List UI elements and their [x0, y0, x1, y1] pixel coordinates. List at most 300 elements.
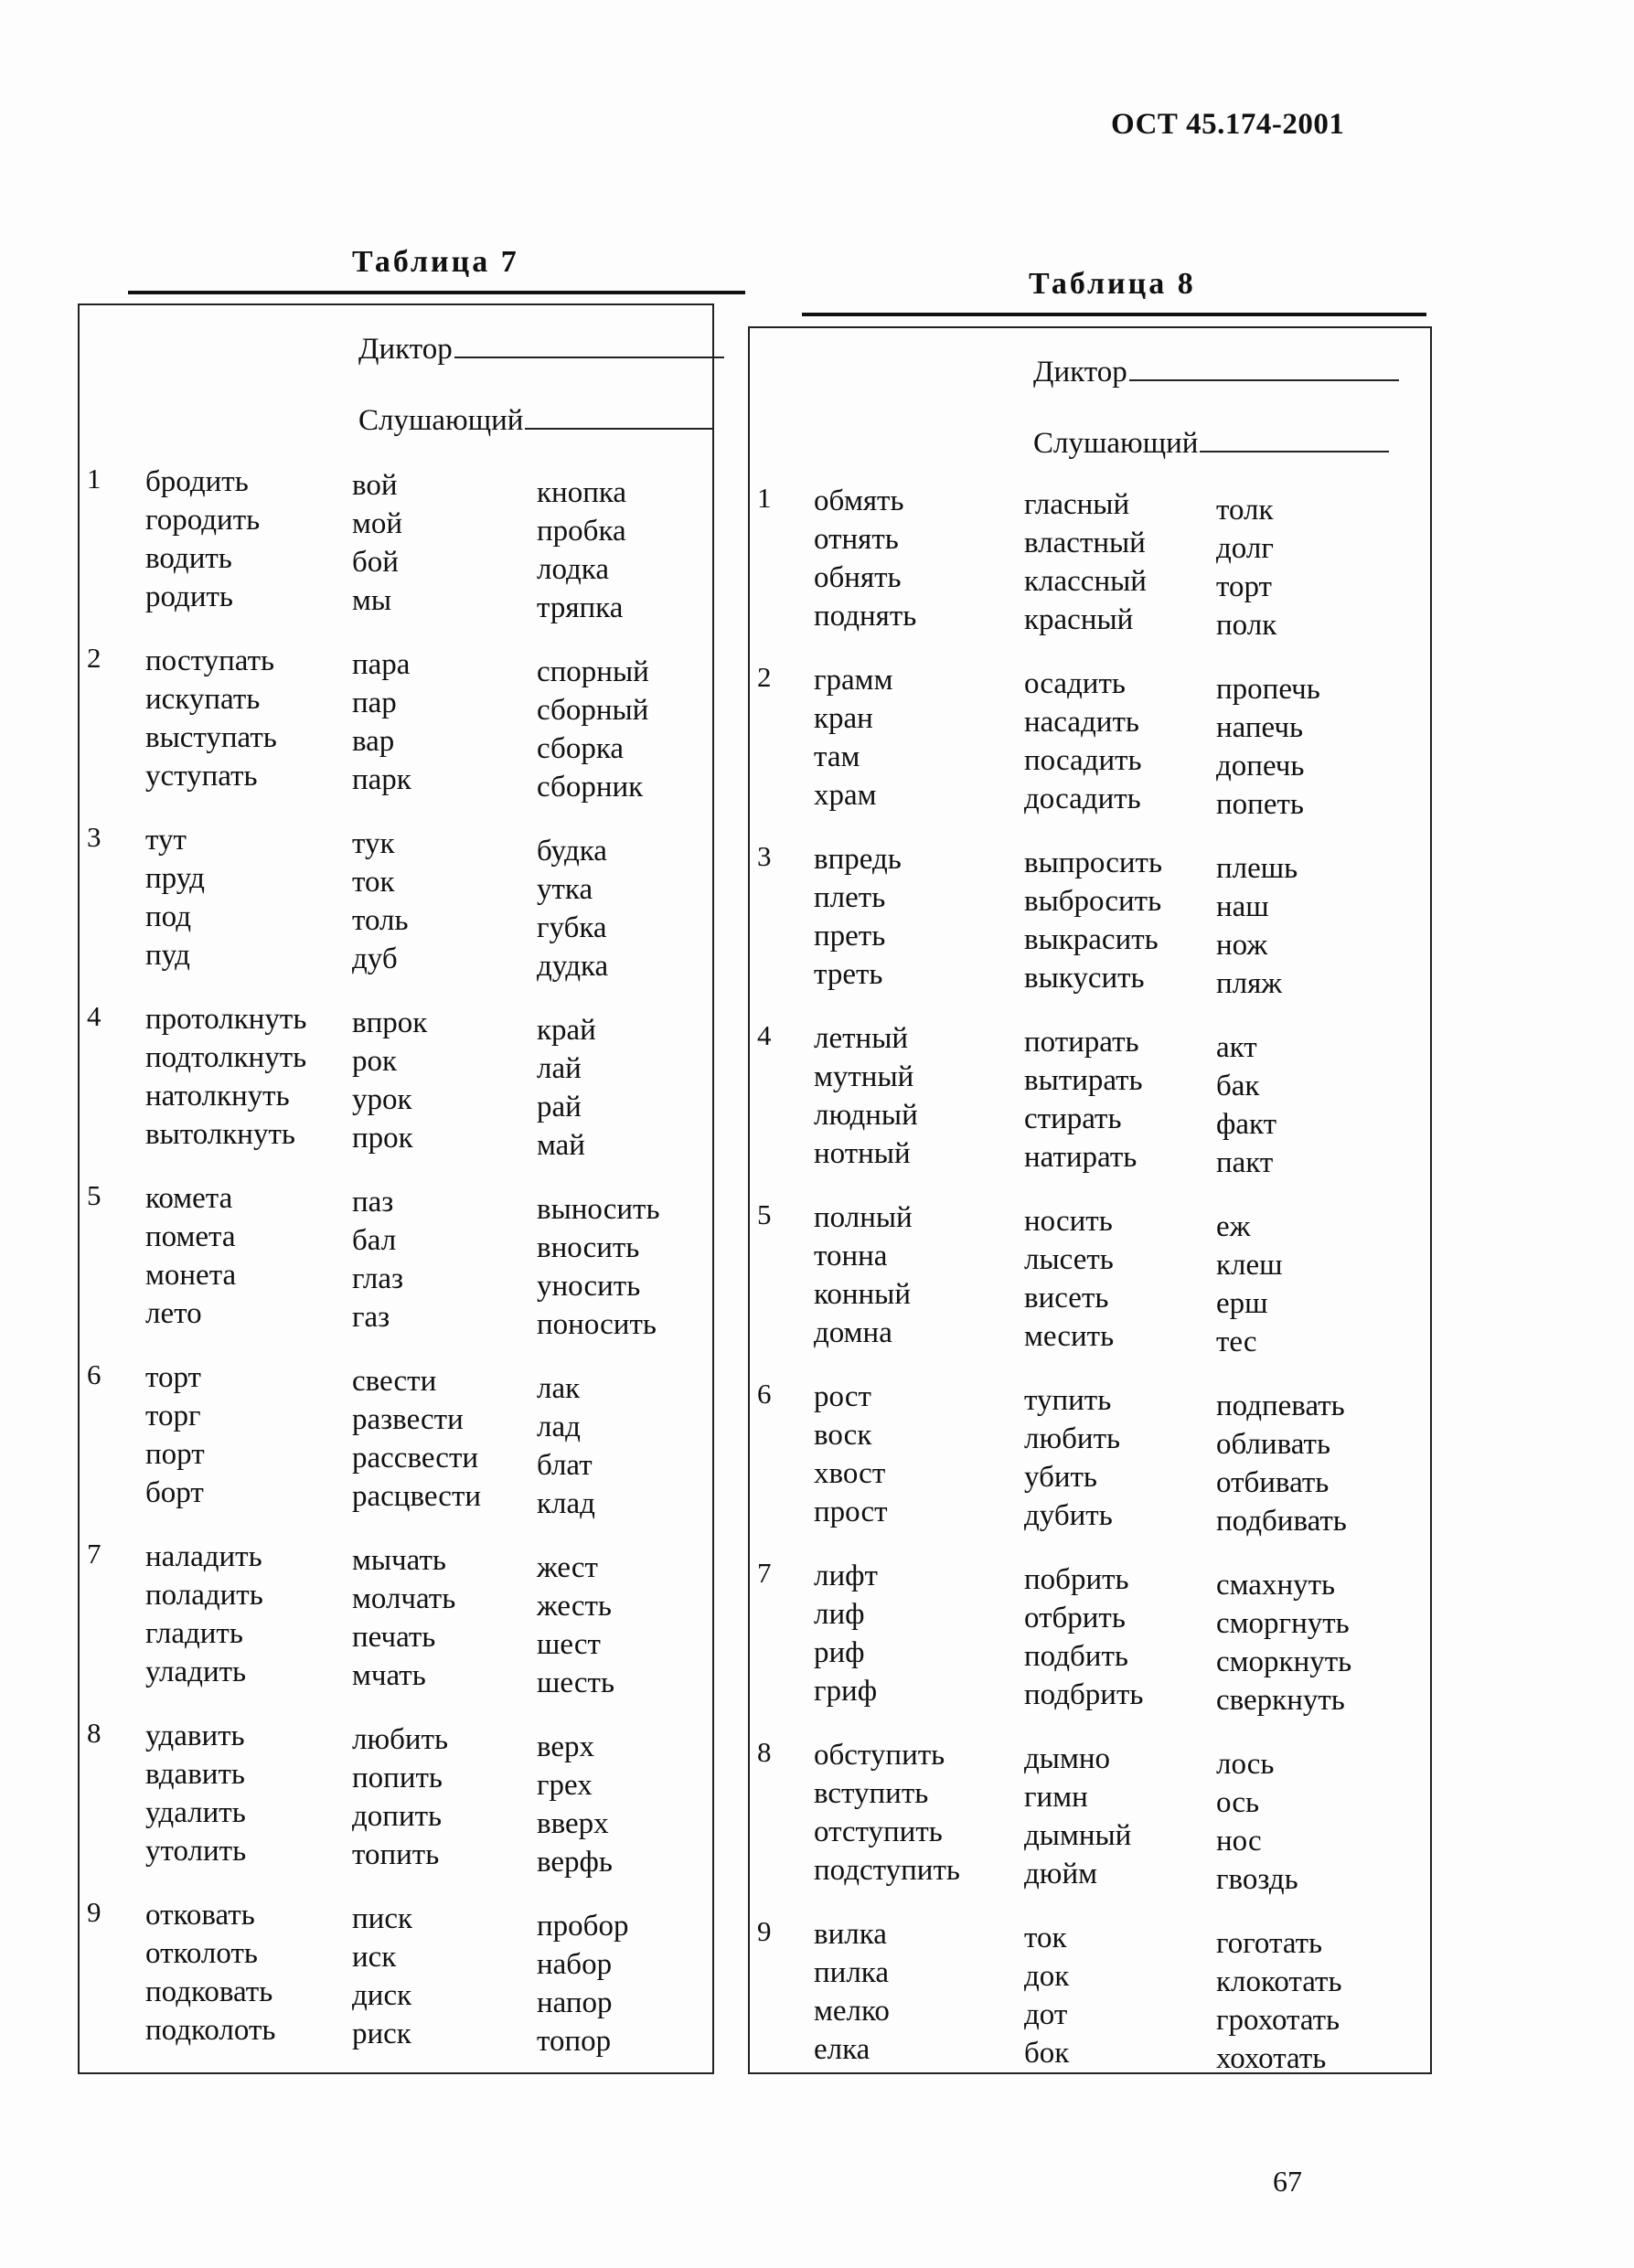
- word: кран: [814, 702, 873, 735]
- word: сморкнуть: [1216, 1645, 1352, 1678]
- word: факт: [1216, 1108, 1277, 1141]
- word: отковать: [145, 1899, 255, 1932]
- speaker-field: [1033, 356, 1399, 389]
- group-number: 7: [87, 1538, 101, 1570]
- word-column: [814, 840, 902, 994]
- listener-field: [358, 404, 714, 438]
- word: отнять: [814, 523, 899, 556]
- word-column: [1024, 1919, 1069, 2072]
- word-column: [1024, 844, 1162, 997]
- word: комета: [145, 1182, 233, 1215]
- word: газ: [352, 1301, 390, 1334]
- word: побрить: [1024, 1563, 1129, 1596]
- word: пара: [352, 648, 411, 681]
- word-column: [1024, 1560, 1143, 1714]
- word: гладить: [145, 1617, 243, 1650]
- word: парк: [352, 763, 411, 796]
- word: пакт: [1216, 1146, 1274, 1179]
- word: выкусить: [1024, 962, 1145, 995]
- word: искупать: [145, 683, 261, 716]
- word: мелко: [814, 1995, 890, 2028]
- table-7-top-rule: [128, 291, 745, 294]
- word: лодка: [537, 553, 609, 586]
- word: месить: [1024, 1320, 1115, 1353]
- group-number: 7: [757, 1557, 772, 1589]
- word: блат: [537, 1449, 593, 1482]
- word: уносить: [537, 1270, 641, 1303]
- listener-blank: [1200, 450, 1389, 453]
- word: топор: [537, 2025, 612, 2058]
- word: дуб: [352, 942, 398, 975]
- word: край: [537, 1014, 596, 1047]
- word: выносить: [537, 1193, 660, 1226]
- table-8-title: Таблица 8: [1029, 267, 1196, 301]
- word: там: [814, 740, 860, 773]
- word: подступить: [814, 1854, 960, 1887]
- word: монета: [145, 1259, 237, 1292]
- word: властный: [1024, 527, 1146, 559]
- word: попеть: [1216, 788, 1304, 821]
- word: вытирать: [1024, 1064, 1143, 1097]
- word: акт: [1216, 1031, 1257, 1064]
- word-column: [145, 1896, 275, 2050]
- word-column: [1024, 1202, 1114, 1356]
- word: пруд: [145, 862, 205, 895]
- word-group: [80, 463, 712, 642]
- word-column: [352, 825, 409, 978]
- word: рассвести: [352, 1442, 479, 1475]
- word: обступить: [814, 1739, 945, 1772]
- word: выпросить: [1024, 847, 1163, 879]
- word: родить: [145, 580, 233, 613]
- word: смахнуть: [1216, 1569, 1336, 1602]
- table-7-title: Таблица 7: [352, 245, 519, 279]
- word: водить: [145, 542, 232, 575]
- group-number: 2: [757, 661, 772, 693]
- word: поступать: [145, 644, 275, 677]
- word: любить: [1024, 1422, 1121, 1455]
- word: клокотать: [1216, 1965, 1342, 1998]
- word: торт: [1216, 570, 1272, 603]
- word: обмять: [814, 484, 904, 517]
- word: грех: [537, 1769, 593, 1802]
- word-column: [537, 1728, 613, 1881]
- word: жесть: [537, 1590, 612, 1623]
- word: шесть: [537, 1666, 614, 1699]
- table-7: [78, 303, 714, 2074]
- word-group: [80, 642, 712, 821]
- word: вдавить: [145, 1758, 245, 1791]
- word: пуд: [145, 939, 190, 972]
- listener-field: [1033, 427, 1389, 461]
- word-group: [750, 661, 1430, 840]
- word: поднять: [814, 600, 917, 633]
- word-group: [80, 1717, 712, 1896]
- word-column: [1216, 1387, 1347, 1540]
- word: выкрасить: [1024, 923, 1159, 956]
- word: мчать: [352, 1659, 426, 1692]
- word: вверх: [537, 1807, 609, 1840]
- word: сборный: [537, 694, 649, 727]
- word: сборка: [537, 732, 625, 765]
- word: допечь: [1216, 750, 1305, 783]
- word: носить: [1024, 1205, 1113, 1238]
- word: тряпка: [537, 591, 624, 624]
- word: удалить: [145, 1796, 246, 1829]
- word: прок: [352, 1122, 413, 1155]
- word: верх: [537, 1730, 595, 1763]
- word-column: [814, 1198, 913, 1352]
- group-number: 1: [87, 463, 101, 495]
- word-column: [352, 1720, 448, 1874]
- word: под: [145, 900, 191, 933]
- word-group: [750, 1915, 1430, 2094]
- word: лад: [537, 1411, 581, 1443]
- word: подбить: [1024, 1640, 1128, 1673]
- word: расцвести: [352, 1480, 482, 1513]
- word: впрок: [352, 1006, 428, 1039]
- word-column: [1216, 1745, 1298, 1899]
- word: наш: [1216, 890, 1269, 923]
- word: лиф: [814, 1598, 865, 1631]
- word-column: [352, 466, 402, 620]
- word-column: [1216, 670, 1320, 824]
- speaker-label: Диктор: [358, 333, 453, 366]
- word-column: [352, 1183, 403, 1336]
- word: лак: [537, 1372, 581, 1405]
- word: преть: [814, 920, 886, 953]
- word: пар: [352, 687, 397, 719]
- word: протолкнуть: [145, 1003, 307, 1036]
- word: верфь: [537, 1846, 613, 1879]
- word: будка: [537, 835, 607, 868]
- word-column: [352, 645, 411, 799]
- word-group: [80, 1358, 712, 1538]
- word: гимн: [1024, 1781, 1088, 1814]
- word: пилка: [814, 1956, 889, 1989]
- word: дюйм: [1024, 1858, 1097, 1890]
- word: пробка: [537, 515, 626, 548]
- word: досадить: [1024, 783, 1141, 815]
- word: выбросить: [1024, 885, 1162, 918]
- word-column: [537, 1907, 628, 2060]
- word: подбрить: [1024, 1678, 1144, 1711]
- word: елка: [814, 2033, 870, 2066]
- word-column: [537, 1011, 596, 1165]
- word: ток: [352, 866, 395, 899]
- word: риф: [814, 1636, 865, 1669]
- word: пробор: [537, 1910, 629, 1943]
- group-number: 4: [757, 1019, 772, 1051]
- word: утка: [537, 873, 593, 906]
- word-column: [537, 832, 608, 985]
- word: глаз: [352, 1262, 404, 1295]
- word: поладить: [145, 1579, 263, 1612]
- word-group: [750, 482, 1430, 661]
- word: впредь: [814, 843, 902, 876]
- word-column: [814, 661, 892, 815]
- word: уступать: [145, 760, 258, 793]
- document-code: ОСТ 45.174-2001: [1111, 108, 1345, 141]
- word: поносить: [537, 1308, 657, 1341]
- word: натирать: [1024, 1141, 1137, 1174]
- word-group: [80, 1538, 712, 1717]
- page-number: 67: [1273, 2165, 1302, 2198]
- group-number: 9: [757, 1915, 772, 1947]
- group-number: 5: [757, 1198, 772, 1230]
- word: гриф: [814, 1675, 878, 1708]
- word: сморгнуть: [1216, 1607, 1350, 1640]
- word-column: [352, 1541, 455, 1695]
- word: полный: [814, 1201, 913, 1234]
- word-column: [145, 1000, 306, 1154]
- word: шест: [537, 1628, 601, 1661]
- group-number: 9: [87, 1896, 101, 1928]
- word: отколоть: [145, 1937, 258, 1970]
- word: подбивать: [1216, 1505, 1347, 1538]
- word-column: [352, 1900, 412, 2053]
- word: лифт: [814, 1560, 878, 1592]
- word: отбрить: [1024, 1602, 1126, 1634]
- word-column: [814, 1019, 918, 1173]
- group-number: 4: [87, 1000, 101, 1032]
- word: диск: [352, 1979, 412, 2012]
- word: подколоть: [145, 2014, 276, 2047]
- word-column: [145, 642, 277, 795]
- word: стирать: [1024, 1102, 1122, 1135]
- word-column: [537, 474, 626, 627]
- word: осадить: [1024, 667, 1126, 700]
- word: клеш: [1216, 1249, 1283, 1282]
- word: май: [537, 1129, 585, 1162]
- word: вилка: [814, 1918, 887, 1951]
- speaker-label: Диктор: [1033, 356, 1127, 389]
- word: дымно: [1024, 1742, 1111, 1775]
- word-column: [814, 1736, 960, 1890]
- word-column: [352, 1362, 481, 1516]
- listener-label: Слушающий: [1033, 427, 1199, 460]
- word: хохотать: [1216, 2042, 1327, 2075]
- word: любить: [352, 1723, 449, 1756]
- word: док: [1024, 1960, 1070, 1993]
- word-column: [145, 821, 205, 974]
- word: попить: [352, 1762, 443, 1794]
- word: плеть: [814, 881, 886, 914]
- word: удавить: [145, 1720, 245, 1752]
- word: паз: [352, 1186, 394, 1219]
- word-column: [1216, 1208, 1283, 1361]
- word: молчать: [352, 1582, 456, 1615]
- word: писк: [352, 1902, 412, 1935]
- word-column: [1216, 491, 1276, 644]
- group-number: 5: [87, 1179, 101, 1211]
- word: клад: [537, 1487, 595, 1520]
- word-group: [750, 1378, 1430, 1557]
- word-column: [1024, 665, 1142, 818]
- word: посадить: [1024, 744, 1142, 777]
- word: уладить: [145, 1656, 247, 1688]
- word: городить: [145, 504, 261, 537]
- word: летный: [814, 1022, 909, 1055]
- word: напечь: [1216, 711, 1304, 744]
- word-column: [145, 1717, 246, 1870]
- word: дымный: [1024, 1819, 1132, 1852]
- word-column: [814, 1915, 890, 2069]
- word: гвоздь: [1216, 1863, 1298, 1896]
- word: лысеть: [1024, 1243, 1114, 1276]
- word: домна: [814, 1316, 892, 1349]
- word: торг: [145, 1400, 201, 1432]
- table-8-top-rule: [802, 313, 1426, 316]
- word: конный: [814, 1278, 912, 1311]
- word-column: [537, 1190, 660, 1344]
- word-column: [145, 1538, 263, 1691]
- word: тес: [1216, 1326, 1257, 1358]
- word: бродить: [145, 465, 249, 498]
- word: треть: [814, 958, 883, 991]
- word: иск: [352, 1941, 397, 1974]
- word-column: [145, 1358, 205, 1512]
- group-number: 1: [757, 482, 772, 514]
- word: потирать: [1024, 1026, 1139, 1059]
- listener-label: Слушающий: [358, 404, 524, 437]
- listener-blank: [525, 427, 714, 430]
- word: бой: [352, 546, 399, 579]
- word-group: [750, 1736, 1430, 1915]
- word: мычать: [352, 1544, 446, 1577]
- group-number: 8: [87, 1717, 101, 1749]
- word: бак: [1216, 1070, 1260, 1102]
- word: дот: [1024, 1998, 1068, 2031]
- word: спорный: [537, 655, 649, 688]
- word: сборник: [537, 771, 644, 804]
- speaker-blank: [454, 356, 724, 358]
- word-column: [1024, 1381, 1120, 1535]
- word: насадить: [1024, 706, 1139, 739]
- word: хвост: [814, 1457, 886, 1490]
- word: полк: [1216, 609, 1277, 642]
- word: храм: [814, 779, 877, 812]
- word: губка: [537, 911, 607, 944]
- word-group: [750, 1019, 1430, 1198]
- word-column: [1024, 1023, 1143, 1177]
- word: лось: [1216, 1748, 1275, 1781]
- word: подковать: [145, 1975, 273, 2008]
- word: плешь: [1216, 852, 1298, 885]
- word-column: [352, 1004, 427, 1157]
- word: ток: [1024, 1922, 1067, 1954]
- speaker-field: [358, 333, 724, 367]
- word: красный: [1024, 603, 1134, 636]
- word: топить: [352, 1838, 440, 1871]
- word: свести: [352, 1365, 437, 1398]
- word: рок: [352, 1045, 398, 1078]
- word: толк: [1216, 494, 1274, 527]
- word: людный: [814, 1099, 918, 1132]
- word: висеть: [1024, 1282, 1109, 1315]
- word-column: [814, 1557, 878, 1710]
- group-number: 6: [87, 1358, 101, 1390]
- word-column: [1024, 1740, 1131, 1893]
- word: классный: [1024, 565, 1147, 598]
- word: бал: [352, 1224, 397, 1257]
- word: воск: [814, 1419, 872, 1452]
- word: набор: [537, 1948, 613, 1981]
- word: дубить: [1024, 1499, 1113, 1532]
- word: вой: [352, 469, 398, 502]
- word: напор: [537, 1986, 613, 2019]
- word: рай: [537, 1091, 582, 1123]
- word-group: [750, 1198, 1430, 1378]
- word: развести: [352, 1403, 464, 1436]
- word: лето: [145, 1297, 202, 1330]
- word: нотный: [814, 1137, 911, 1170]
- word-group: [750, 1557, 1430, 1736]
- word-column: [1024, 485, 1147, 639]
- word: дудка: [537, 950, 609, 983]
- word-group: [80, 821, 712, 1000]
- word: еж: [1216, 1210, 1251, 1243]
- word: риск: [352, 2018, 411, 2050]
- word: вносить: [537, 1231, 640, 1264]
- word: вступить: [814, 1777, 929, 1810]
- word: порт: [145, 1438, 205, 1471]
- word: кнопка: [537, 476, 627, 509]
- word: тонна: [814, 1240, 888, 1272]
- group-number: 3: [757, 840, 772, 872]
- word: пляж: [1216, 967, 1283, 1000]
- word-column: [537, 653, 649, 806]
- word: подтолкнуть: [145, 1041, 307, 1074]
- word: отбивать: [1216, 1466, 1330, 1499]
- word: бок: [1024, 2037, 1070, 2070]
- word-column: [145, 463, 260, 616]
- word: натолкнуть: [145, 1080, 290, 1113]
- word-column: [814, 1378, 888, 1531]
- group-number: 3: [87, 821, 101, 853]
- word-column: [814, 482, 916, 635]
- word: тук: [352, 827, 395, 860]
- word: вытолкнуть: [145, 1118, 295, 1151]
- word: подпевать: [1216, 1390, 1345, 1422]
- word: наладить: [145, 1540, 262, 1573]
- word-column: [1216, 1924, 1342, 2078]
- word-column: [1216, 1566, 1351, 1720]
- word: борт: [145, 1476, 204, 1509]
- word: гласный: [1024, 488, 1130, 521]
- word: ось: [1216, 1786, 1260, 1819]
- word: жест: [537, 1551, 598, 1584]
- word-group: [80, 1000, 712, 1179]
- word: урок: [352, 1083, 412, 1116]
- word: грамм: [814, 664, 893, 697]
- group-number: 2: [87, 642, 101, 674]
- word: нож: [1216, 929, 1268, 962]
- word: помета: [145, 1220, 236, 1253]
- word: торт: [145, 1361, 201, 1394]
- word: пропечь: [1216, 673, 1320, 706]
- word: убить: [1024, 1461, 1097, 1494]
- word: прост: [814, 1496, 888, 1528]
- word: печать: [352, 1621, 436, 1654]
- word: долг: [1216, 532, 1274, 565]
- word: выступать: [145, 721, 277, 754]
- word: сверкнуть: [1216, 1684, 1345, 1717]
- word: допить: [352, 1800, 443, 1833]
- word: обнять: [814, 561, 902, 594]
- word: мой: [352, 507, 403, 540]
- word-group: [80, 1896, 712, 2075]
